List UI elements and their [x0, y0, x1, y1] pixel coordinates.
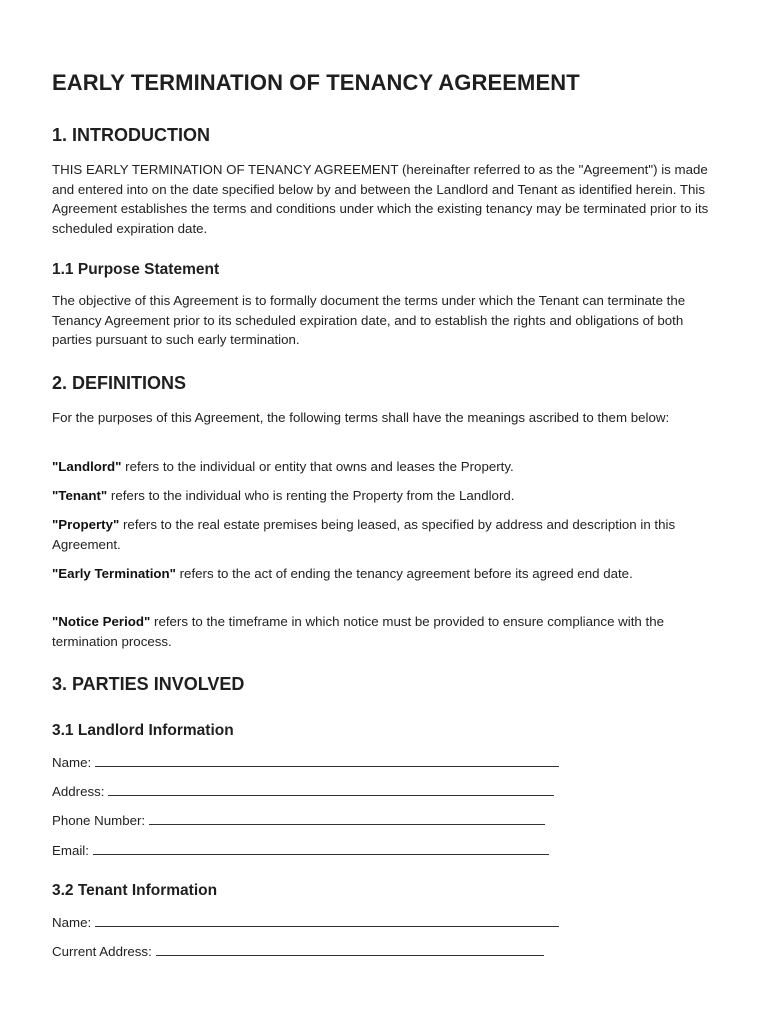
section-1-text: THIS EARLY TERMINATION OF TENANCY AGREEMENT (hereinafter referred to as the "Agreement") is made and entered into on the date specified below by and between the Landlord and Tenant as identified herein. This Agreement establishes the terms and conditions under which the existing tenancy may be terminated prior to its scheduled expiration date.	[52, 162, 709, 236]
definition-text: refers to the timeframe in which notice must be provided to ensure compliance with the termination process.	[52, 614, 664, 649]
definition-tenant	[52, 486, 724, 506]
landlord-phone-field[interactable]	[52, 812, 545, 828]
definition-text: refers to the act of ending the tenancy agreement before its agreed end date.	[175, 566, 633, 581]
definition-term: "Notice Period"	[52, 614, 151, 629]
definition-term: "Landlord"	[52, 459, 122, 474]
definition-notice-period	[52, 612, 724, 651]
field-label: Address:	[52, 784, 105, 799]
section-2-intro: For the purposes of this Agreement, the following terms shall have the meanings ascribed to them below:	[52, 410, 670, 425]
section-3-heading: 3. PARTIES INVOLVED	[52, 674, 245, 694]
section-1-heading: 1. INTRODUCTION	[52, 125, 211, 145]
definition-term: "Early Termination"	[52, 566, 176, 581]
section-1-1-text: The objective of this Agreement is to formally document the terms under which the Tenant can terminate the Tenancy Agreement prior to its scheduled expiration date, and to establish the rights and obligations of both parties pursuant to such early termination.	[52, 293, 686, 348]
fill-in-line[interactable]	[93, 842, 549, 855]
landlord-address-field[interactable]	[52, 783, 554, 799]
section-1-1-heading: 1.1 Purpose Statement	[52, 261, 220, 278]
section-3-1-heading: 3.1 Landlord Information	[52, 722, 234, 739]
fill-in-line[interactable]	[149, 812, 545, 825]
section-3-2-heading: 3.2 Tenant Information	[52, 882, 218, 899]
field-label: Email:	[52, 843, 89, 858]
fill-in-line[interactable]	[95, 754, 559, 767]
definition-term: "Tenant"	[52, 488, 108, 503]
landlord-name-field[interactable]	[52, 754, 559, 770]
definition-landlord	[52, 457, 724, 477]
section-2-heading: 2. DEFINITIONS	[52, 373, 187, 393]
field-label: Name:	[52, 915, 92, 930]
definition-property	[52, 515, 724, 554]
field-label: Current Address:	[52, 944, 152, 959]
tenant-current-address-field[interactable]	[52, 943, 544, 959]
definition-text: refers to the individual or entity that owns and leases the Property.	[121, 459, 514, 474]
definition-early-termination	[52, 564, 724, 584]
field-label: Phone Number:	[52, 813, 146, 828]
document-title: EARLY TERMINATION OF TENANCY AGREEMENT	[52, 70, 580, 95]
definition-text: refers to the individual who is renting the Property from the Landlord.	[107, 488, 515, 503]
fill-in-line[interactable]	[108, 783, 554, 796]
tenant-name-field[interactable]	[52, 914, 559, 930]
field-label: Name:	[52, 755, 92, 770]
definition-text: refers to the real estate premises being leased, as specified by address and description in this Agreement.	[52, 517, 676, 552]
landlord-email-field[interactable]	[52, 842, 549, 858]
definition-term: "Property"	[52, 517, 120, 532]
fill-in-line[interactable]	[95, 914, 559, 927]
fill-in-line[interactable]	[156, 943, 544, 956]
